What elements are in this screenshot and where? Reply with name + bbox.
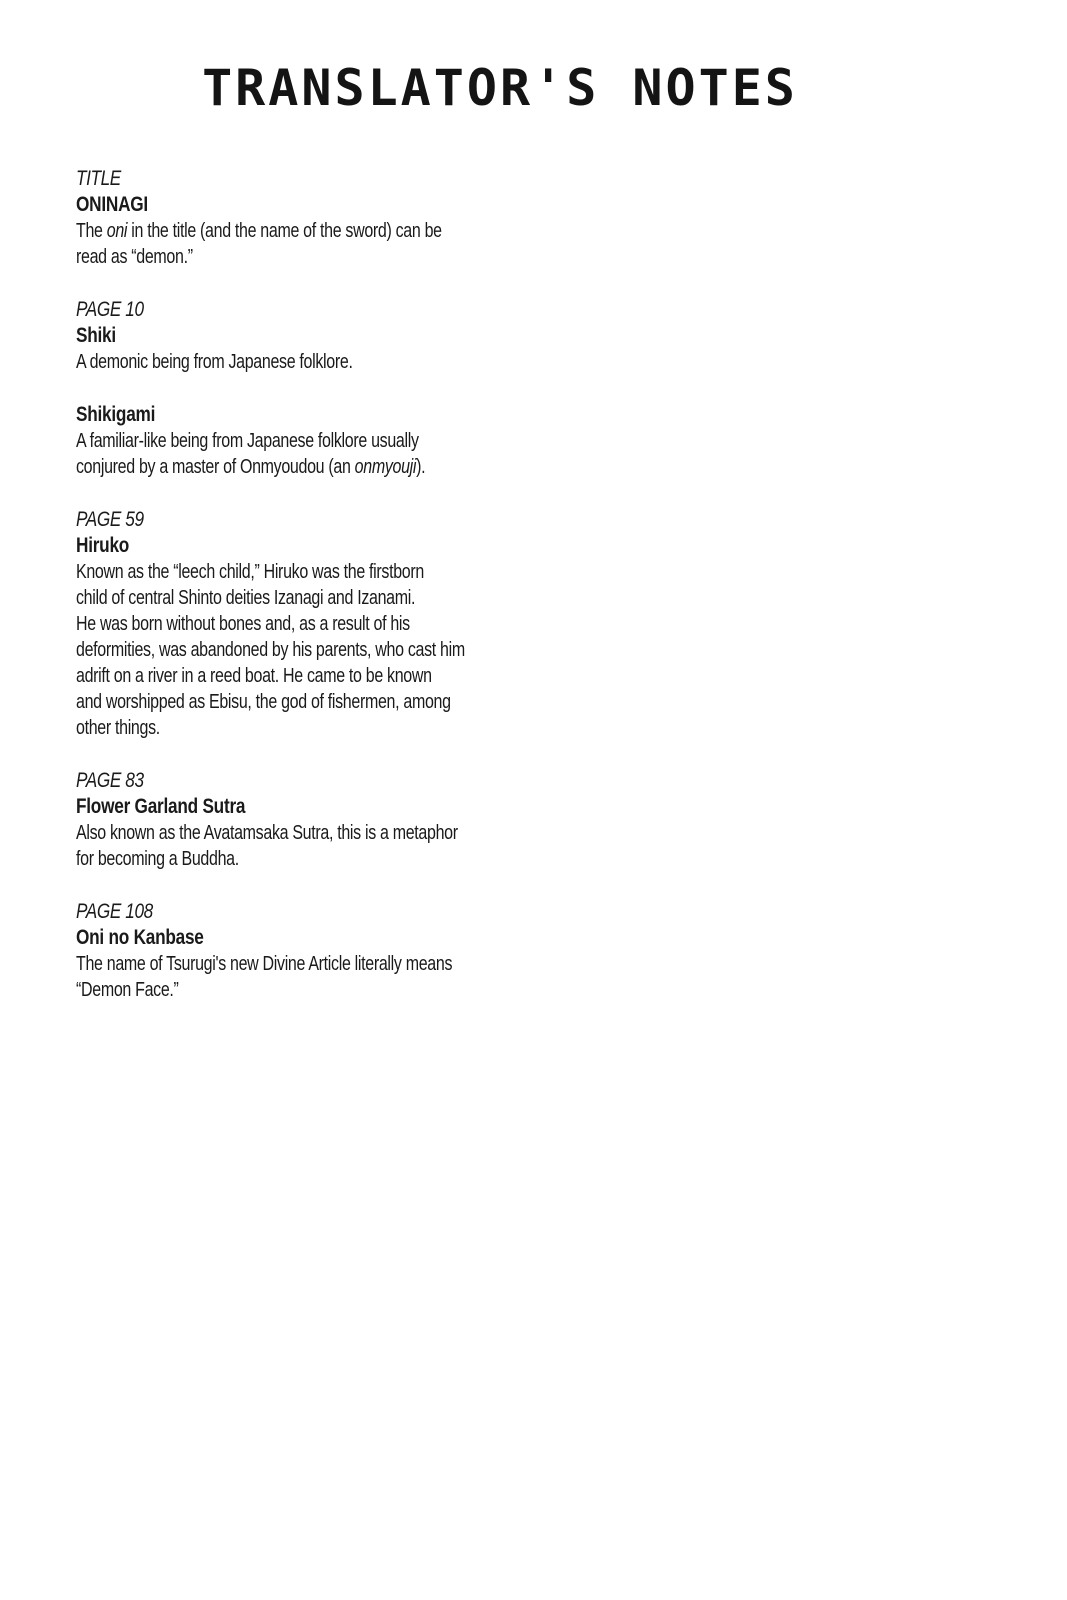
note-term: ONINAGI (76, 193, 148, 216)
definition-line (76, 585, 444, 611)
italic-term: onmyouji (354, 456, 417, 478)
text-run: A familiar-like being from Japanese folklore usually (76, 430, 419, 452)
text-run: He was born without bones and, as a result of his (76, 613, 410, 635)
definition-line (76, 846, 444, 872)
definition-line (76, 715, 444, 741)
definition-line (76, 977, 444, 1003)
note-term: Flower Garland Sutra (76, 795, 246, 818)
note-definition (76, 820, 536, 872)
note-entry (76, 925, 536, 1003)
note-section (76, 507, 536, 741)
text-run: other things. (76, 717, 160, 739)
text-run: ). (416, 456, 426, 478)
note-section (76, 297, 536, 480)
note-entry (76, 402, 536, 480)
page-label: TITLE (76, 167, 121, 190)
definition-line (76, 244, 444, 270)
definition-line (76, 428, 444, 454)
text-run: “Demon Face.” (76, 979, 179, 1001)
text-run: adrift on a river in a reed boat. He came to be known (76, 665, 432, 687)
note-entry (76, 794, 536, 872)
text-run: Known as the “leech child,” Hiruko was the firstborn (76, 561, 424, 583)
notes-list (76, 166, 536, 1030)
note-section (76, 768, 536, 872)
text-run: The name of Tsurugi's new Divine Article literally means (76, 953, 453, 975)
note-definition (76, 951, 536, 1003)
definition-line (76, 611, 444, 637)
text-run: in the title (and the name of the sword) can be (127, 220, 442, 242)
note-definition (76, 559, 536, 741)
note-definition (76, 428, 536, 480)
note-definition (76, 218, 536, 270)
definition-line (76, 663, 444, 689)
definition-line (76, 349, 444, 375)
definition-line (76, 454, 444, 480)
definition-line (76, 689, 451, 715)
definition-line (76, 218, 444, 244)
definition-line (76, 559, 444, 585)
note-definition (76, 349, 536, 375)
text-run: for becoming a Buddha. (76, 848, 239, 870)
text-run: child of central Shinto deities Izanagi and Izanami. (76, 587, 416, 609)
text-run: deformities, was abandoned by his parents, who cast him (76, 639, 465, 661)
text-run: conjured by a master of Onmyoudou (an (76, 456, 355, 478)
page-label: PAGE 108 (76, 900, 153, 923)
note-term: Shikigami (76, 403, 156, 426)
definition-line (76, 637, 465, 663)
page-label: PAGE 10 (76, 298, 144, 321)
note-section (76, 899, 536, 1003)
note-entry (76, 533, 536, 741)
note-term: Hiruko (76, 534, 130, 557)
italic-term: oni (106, 220, 128, 242)
note-section (76, 166, 536, 270)
note-entry (76, 192, 536, 270)
text-run: A demonic being from Japanese folklore. (76, 351, 353, 373)
note-term: Shiki (76, 324, 116, 347)
text-run: read as “demon.” (76, 246, 193, 268)
page-label: PAGE 59 (76, 508, 144, 531)
text-run: and worshipped as Ebisu, the god of fishermen, among (76, 691, 451, 713)
definition-line (76, 951, 453, 977)
definition-line (76, 820, 458, 846)
page-label: PAGE 83 (76, 769, 144, 792)
page-title: TRANSLATOR'S NOTES (202, 59, 798, 117)
text-run: Also known as the Avatamsaka Sutra, this is a metaphor (76, 822, 458, 844)
text-run: The (76, 220, 107, 242)
note-term: Oni no Kanbase (76, 926, 204, 949)
note-entry (76, 323, 536, 375)
